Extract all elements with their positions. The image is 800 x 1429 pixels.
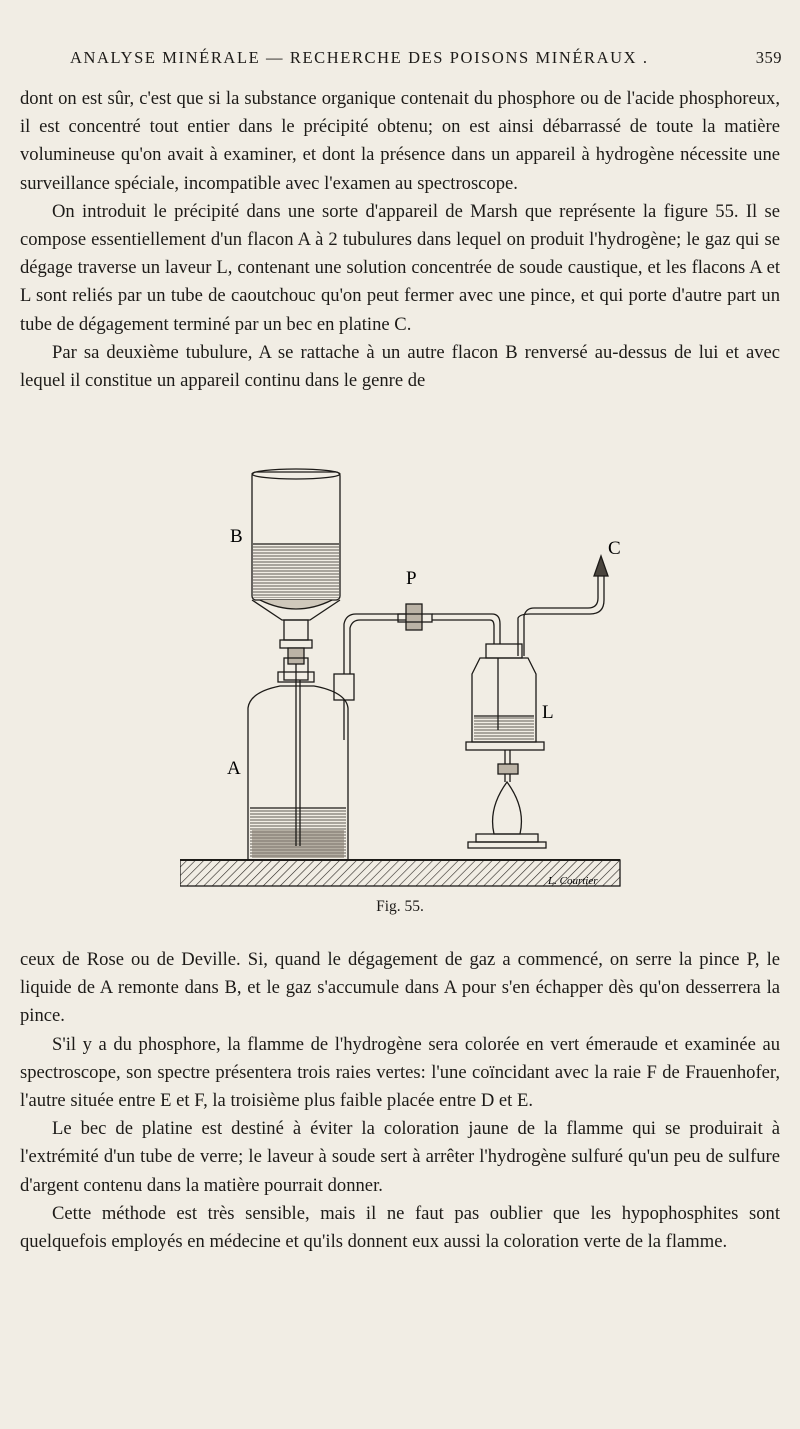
paragraph: S'il y a du phosphore, la flamme de l'hydrogène sera colorée en vert émeraude et examinée au spectroscope, son spectre présentera trois raies vertes: l'une coïncidant avec la raie F de Frauenhofer, l'autre située entre E et F, la troisième plus faible placée entre D et E.: [20, 1033, 780, 1112]
flask-a: [248, 658, 354, 860]
platinum-burner-c: [594, 556, 608, 576]
paragraph: On introduit le précipité dans une sorte d'appareil de Marsh que représente la figure 55. Il se compose essentiellement d'un flacon A à 2 tubulures dans lequel on produit l'hydrogène; le gaz qui se dégage traverse un laveur L, contenant une solution concentrée de soude caustique, et les flacons A et L sont reliés par un tube de caoutchouc qu'on peut fermer avec une pince, et qui porte d'autre part un tube de dégagement terminé par un bec en platine C.: [20, 200, 780, 335]
stopcock: [288, 648, 304, 664]
running-title: ANALYSE MINÉRALE — RECHERCHE DES POISONS MINÉRAUX .: [70, 48, 649, 67]
paragraph: dont on est sûr, c'est que si la substance organique contenait du phosphore ou de l'acide phosphoreux, il est concentré tout entier dans le précipité obtenu; on est ainsi débarrassé de toute la matière volumineuse qu'on avait à examiner, et dont la présence dans un appareil à hydrogène nécessite une surveillance spéciale, incompatible avec l'examen au spectroscope.: [20, 88, 780, 194]
label-c: C: [608, 538, 621, 559]
paragraph: Cette méthode est très sensible, mais il ne faut pas oublier que les hypophosphites sont quelquefois employés en médecine et qu'ils donnent eux aussi la coloration verte de la flamme.: [20, 1202, 780, 1253]
gas-tube: [344, 614, 410, 674]
label-b: B: [230, 526, 243, 547]
paragraph: Par sa deuxième tubulure, A se rattache à un autre flacon B renversé au-dessus de lui et avec lequel il constitue un appareil continu dans le genre de: [20, 341, 780, 392]
flask-b: [252, 469, 340, 648]
paragraph: ceux de Rose ou de Deville. Si, quand le dégagement de gaz a commencé, on serre la pince P, le liquide de A remonte dans B, et le gaz s'accumule dans A pour s'en échapper dès qu'on desserrera la pince.: [20, 949, 780, 1027]
page-header: [70, 44, 782, 74]
label-p: P: [406, 568, 417, 589]
marsh-apparatus-illustration: [180, 468, 625, 898]
pinch-clamp-p: [398, 604, 432, 630]
figure-caption: Fig. 55.: [376, 898, 424, 915]
delivery-tube: [524, 576, 598, 656]
wash-bottle-l: [466, 644, 544, 750]
paragraph: Le bec de platine est destiné à éviter la coloration jaune de la flamme qui se produirait à l'extrémité d'un tube de verre; le laveur à soude sert à arrêter l'hydrogène sulfuré qu'un peu de sulfure d'argent contenu dans la matière pourrait donner.: [20, 1118, 780, 1196]
engraver-signature: L. Courtier: [548, 875, 598, 887]
text-block-before-figure: [20, 85, 780, 395]
label-a: A: [227, 758, 241, 779]
stand-l: [468, 750, 546, 848]
page-number: 359: [755, 48, 782, 67]
label-l: L: [542, 702, 554, 723]
text-block-after-figure: [20, 946, 780, 1256]
